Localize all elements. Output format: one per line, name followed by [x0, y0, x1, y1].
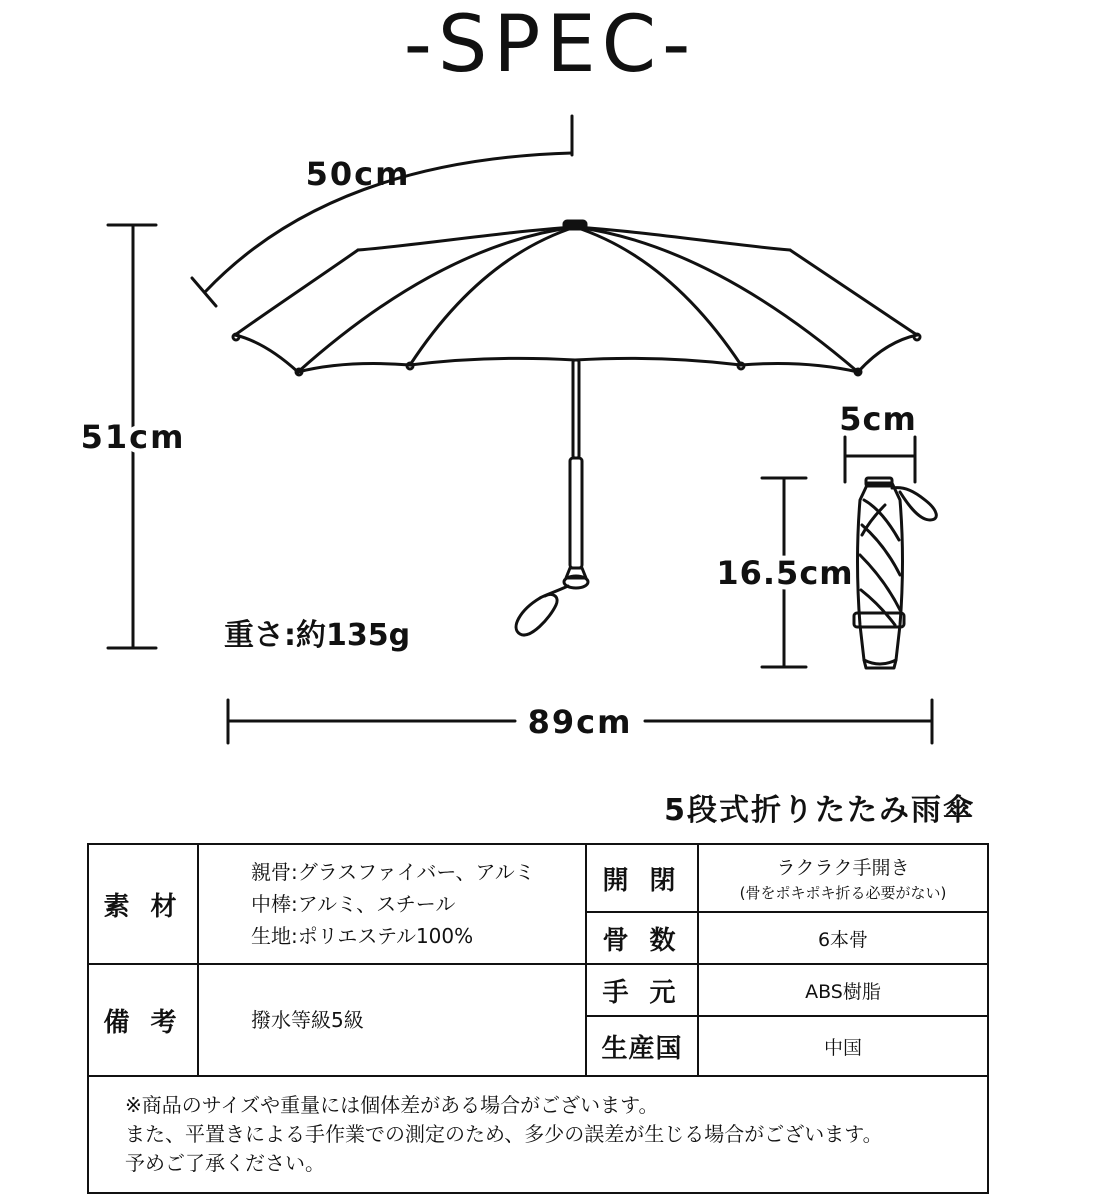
material-value [198, 844, 586, 964]
remarks-label: 備 考 [88, 964, 198, 1076]
origin-value: 中国 [698, 1016, 988, 1076]
note-line: ※商品のサイズや重量には個体差がある場合がございます。 [125, 1093, 659, 1117]
radius-label: 50cm [305, 155, 411, 193]
remarks-value: 撥水等級5級 [198, 964, 586, 1076]
length-label: 51cm [80, 418, 186, 456]
umbrella-canopy-icon [233, 221, 920, 375]
handle-label: 手 元 [586, 964, 698, 1016]
umbrella-shaft-icon [516, 360, 588, 635]
material-line: 親骨:グラスファイバー、アルミ [251, 860, 535, 884]
spec-table [87, 843, 989, 1194]
note-line: 予めご了承ください。 [125, 1151, 325, 1175]
page-title: -SPEC- [403, 0, 697, 90]
note-line: また、平置きによる手作業での測定のため、多少の誤差が生じる場合がございます。 [125, 1122, 883, 1146]
radius-tick-left [192, 278, 216, 306]
ribs-value: 6本骨 [698, 912, 988, 964]
folded-width-label: 5cm [839, 400, 917, 438]
origin-label: 生産国 [586, 1016, 698, 1076]
open-label: 開 閉 [586, 844, 698, 912]
material-line: 中棒:アルミ、スチール [251, 892, 456, 916]
folded-umbrella-icon [854, 478, 936, 668]
product-type: 5段式折りたたみ雨傘 [664, 793, 975, 828]
material-label: 素 材 [88, 844, 198, 964]
folded-length-label: 16.5cm [716, 554, 854, 592]
handle-value: ABS樹脂 [698, 964, 988, 1016]
open-note: (骨をポキポキ折る必要がない) [739, 884, 947, 902]
open-method: ラクラク手開き [776, 857, 910, 879]
disclaimer-notes [88, 1076, 988, 1193]
weight-label: 重さ:約135g [224, 618, 411, 653]
ribs-label: 骨 数 [586, 912, 698, 964]
material-line: 生地:ポリエステル100% [251, 924, 474, 948]
open-value [698, 844, 988, 912]
span-label: 89cm [527, 703, 633, 741]
